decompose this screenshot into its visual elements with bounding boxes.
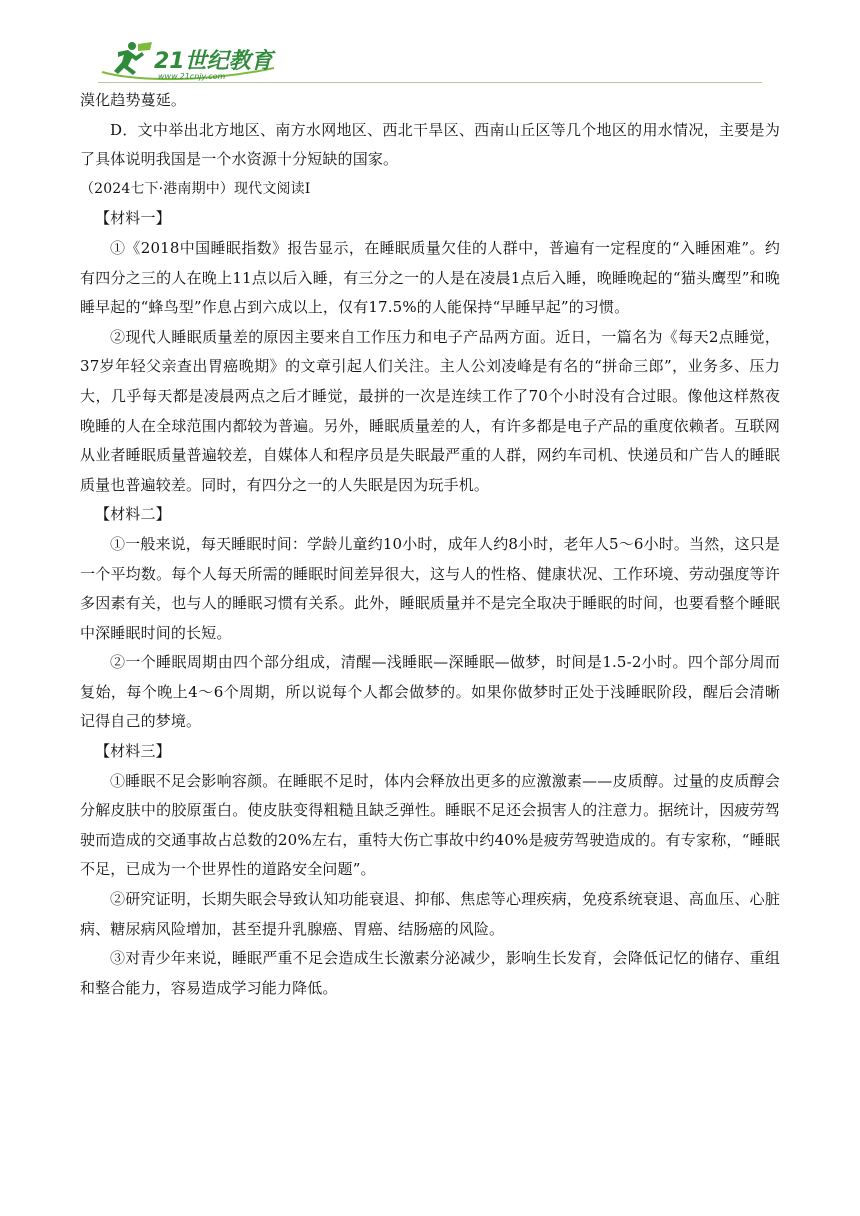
section-heading: 【材料三】 <box>95 742 171 761</box>
document-body <box>80 86 780 1003</box>
section-heading: 【材料一】 <box>95 209 171 228</box>
question-source: （2024七下·港南期中）现代文阅读Ⅰ <box>80 180 311 197</box>
page-header <box>98 38 762 84</box>
logo <box>98 38 298 84</box>
paragraph: ①《2018中国睡眠指数》报告显示，在睡眠质量欠佳的人群中，普遍有一定程度的“入睡困难”。约有四分之三的人在晚上11点以后入睡，有三分之一的人是在凌晨1点后入睡，晚睡晚起的“猫头鹰型”和晚睡早起的“蜂鸟型”作息占到六成以上，仅有17.5%的人能保持“早睡早起”的习惯。 <box>80 238 780 317</box>
header-divider <box>98 82 762 83</box>
option-d: D．文中举出北方地区、南方水网地区、西北干旱区、西南山丘区等几个地区的用水情况，主要是为了具体说明我国是一个水资源十分短缺的国家。 <box>80 120 780 169</box>
flag-icon <box>138 42 152 51</box>
logo-url: www.21cnjy.com <box>158 72 226 81</box>
paragraph: 漠化趋势蔓延。 <box>80 91 187 109</box>
logo-text: 21世纪教育 <box>154 49 273 74</box>
paragraph: ①一般来说，每天睡眠时间：学龄儿童约10小时，成年人约8小时，老年人5～6小时。当然，这只是一个平均数。每个人每天所需的睡眠时间差异很大，这与人的性格、健康状况、工作环境、劳动强度等许多因素有关，也与人的睡眠习惯有关系。此外，睡眠质量并不是完全取决于睡眠的时间，也要看整个睡眠中深睡眠时间的长短。 <box>80 534 780 642</box>
section-heading: 【材料二】 <box>95 505 171 524</box>
paragraph: ③对青少年来说，睡眠严重不足会造成生长激素分泌减少，影响生长发育，会降低记忆的储存、重组和整合能力，容易造成学习能力降低。 <box>80 949 780 997</box>
paragraph: ②现代人睡眠质量差的原因主要来自工作压力和电子产品两方面。近日，一篇名为《每天2点睡觉，37岁年轻父亲查出胃癌晚期》的文章引起人们关注。主人公刘凌峰是有名的“拼命三郎”，业务多、压力大，几乎每天都是凌晨两点之后才睡觉，最拼的一次是连续工作了70个小时没有合过眼。像他这样熬夜晚睡的人在全球范围内都较为普遍。另外，睡眠质量差的人，有许多都是电子产品的重度依赖者。互联网从业者睡眠质量普遍较差，自媒体人和程序员是失眠最严重的人群，网约车司机、快递员和广告人的睡眠质量也普遍较差。同时，有四分之一的人失眠是因为玩手机。 <box>80 327 780 494</box>
paragraph: ②一个睡眠周期由四个部分组成，清醒—浅睡眠—深睡眠—做梦，时间是1.5-2小时。四个部分周而复始，每个晚上4～6个周期，所以说每个人都会做梦的。如果你做梦时正处于浅睡眠阶段，醒后会清晰记得自己的梦境。 <box>80 653 780 731</box>
paragraph: ①睡眠不足会影响容颜。在睡眠不足时，体内会释放出更多的应激激素——皮质醇。过量的皮质醇会分解皮肤中的胶原蛋白。使皮肤变得粗糙且缺乏弹性。睡眠不足还会损害人的注意力。据统计，因疲劳驾驶而造成的交通事故占总数的20%左右，重特大伤亡事故中约40%是疲劳驾驶造成的。有专家称，“睡眠不足，已成为一个世界性的道路安全问题”。 <box>80 771 780 879</box>
paragraph: ②研究证明，长期失眠会导致认知功能衰退、抑郁、焦虑等心理疾病，免疫系统衰退、高血压、心脏病、糖尿病风险增加，甚至提升乳腺癌、胃癌、结肠癌的风险。 <box>80 890 780 938</box>
